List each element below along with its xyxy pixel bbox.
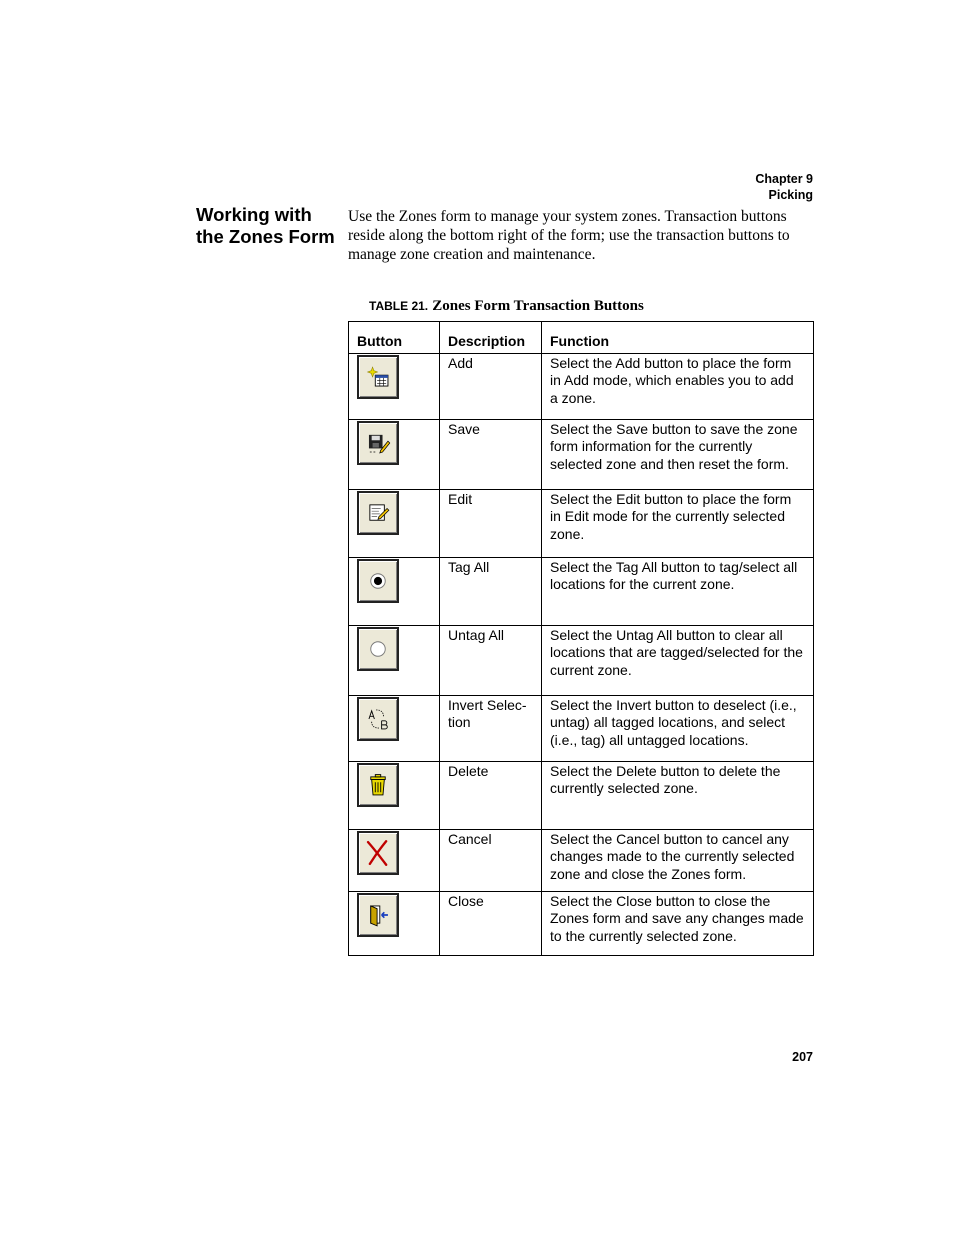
button-cell	[349, 420, 440, 490]
transaction-buttons-table	[348, 321, 814, 956]
table-row	[349, 490, 814, 558]
save-icon	[357, 421, 399, 465]
table-caption-title: Zones Form Transaction Buttons	[432, 298, 644, 314]
function-cell: Select the Add button to place the form in Add mode, which enables you to add a zone.	[542, 354, 814, 420]
table-row	[349, 626, 814, 696]
table-row	[349, 830, 814, 892]
add-icon	[357, 355, 399, 399]
table-row	[349, 420, 814, 490]
description-cell: Delete	[440, 762, 542, 830]
description-cell: Save	[440, 420, 542, 490]
table-row	[349, 892, 814, 956]
header-button: Button	[349, 322, 440, 354]
function-cell: Select the Cancel button to cancel any changes made to the currently selected zone and close the Zones form.	[542, 830, 814, 892]
header-description: Description	[440, 322, 542, 354]
description-cell: Add	[440, 354, 542, 420]
button-cell	[349, 892, 440, 956]
function-cell: Select the Delete button to delete the currently selected zone.	[542, 762, 814, 830]
table-caption	[369, 296, 644, 316]
button-cell	[349, 558, 440, 626]
description-cell: Invert Selec-tion	[440, 696, 542, 762]
untag-all-icon	[357, 627, 399, 671]
button-cell	[349, 490, 440, 558]
table-row	[349, 354, 814, 420]
function-cell: Select the Invert button to deselect (i.e., untag) all tagged locations, and select (i.e., tag) all untagged locations.	[542, 696, 814, 762]
function-cell: Select the Tag All button to tag/select all locations for the current zone.	[542, 558, 814, 626]
intro-paragraph: Use the Zones form to manage your system zones. Transaction buttons reside along the bottom right of the form; use the transaction buttons to manage zone creation and maintenance.	[348, 208, 790, 263]
table-row	[349, 762, 814, 830]
running-head	[755, 171, 813, 203]
function-cell: Select the Close button to close the Zones form and save any changes made to the currently selected zone.	[542, 892, 814, 956]
edit-icon	[357, 491, 399, 535]
button-cell	[349, 354, 440, 420]
description-cell: Edit	[440, 490, 542, 558]
table-header-row	[349, 322, 814, 354]
button-cell	[349, 696, 440, 762]
description-cell: Cancel	[440, 830, 542, 892]
section-title: Working with the Zones Form	[196, 204, 335, 247]
function-cell: Select the Untag All button to clear all locations that are tagged/selected for the current zone.	[542, 626, 814, 696]
table-row	[349, 558, 814, 626]
close-icon	[357, 893, 399, 937]
table-caption-label: TABLE 21.	[369, 299, 429, 313]
invert-selection-icon	[357, 697, 399, 741]
header-function: Function	[542, 322, 814, 354]
tag-all-icon	[357, 559, 399, 603]
description-cell: Tag All	[440, 558, 542, 626]
chapter-section: Picking	[768, 188, 813, 202]
page-number: 207	[792, 1050, 813, 1064]
delete-icon	[357, 763, 399, 807]
description-cell: Close	[440, 892, 542, 956]
button-cell	[349, 762, 440, 830]
description-cell: Untag All	[440, 626, 542, 696]
chapter-label: Chapter 9	[755, 172, 813, 186]
table-row	[349, 696, 814, 762]
button-cell	[349, 830, 440, 892]
function-cell: Select the Edit button to place the form in Edit mode for the currently selected zone.	[542, 490, 814, 558]
cancel-icon	[357, 831, 399, 875]
button-cell	[349, 626, 440, 696]
function-cell: Select the Save button to save the zone form information for the currently selected zone and then reset the form.	[542, 420, 814, 490]
